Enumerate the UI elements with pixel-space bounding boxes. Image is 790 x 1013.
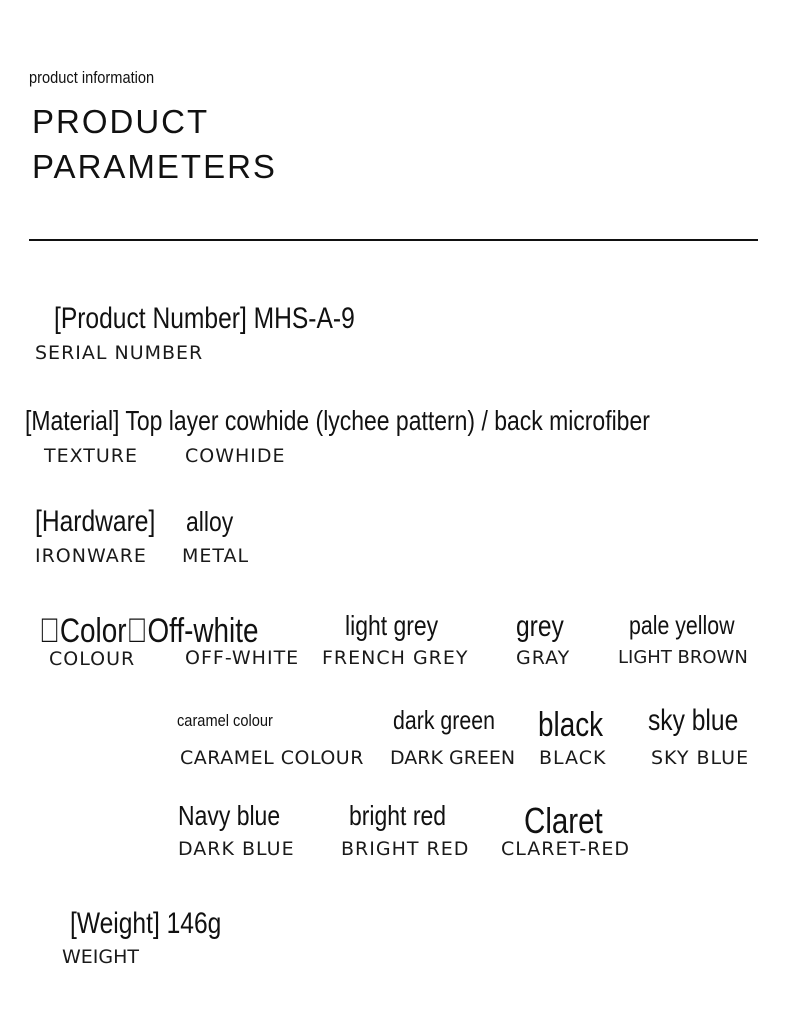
page-title-line-2: PARAMETERS (32, 148, 277, 185)
color-option-name: bright red (349, 800, 447, 831)
off-white-caption: OFF-WHITE (185, 647, 300, 669)
hardware-value: alloy (186, 506, 234, 537)
color-option-name: Claret (524, 800, 603, 841)
divider (29, 239, 758, 241)
color-option-caption: LIGHT BROWN (618, 647, 748, 668)
color-option-name: light grey (345, 610, 439, 641)
color-option-caption: DARK GREEN (390, 747, 516, 769)
color-option-caption: GRAY (516, 647, 571, 669)
color-option-caption: SKY BLUE (651, 747, 750, 769)
color-option-name: Navy blue (178, 800, 281, 831)
ironware-caption: IRONWARE (35, 545, 147, 567)
texture-caption: TEXTURE (44, 445, 139, 467)
color-option-name: pale yellow (629, 610, 735, 640)
material-label: [Material] Top layer cowhide (lychee pattern) / back microfiber (25, 405, 650, 436)
hardware-label: [Hardware] (35, 505, 156, 538)
page-title-line-1: PRODUCT (32, 103, 210, 140)
color-option-name: black (538, 706, 604, 744)
color-option-name: sky blue (648, 704, 739, 737)
serial-number-caption: SERIAL NUMBER (35, 342, 204, 364)
color-option-caption: DARK BLUE (178, 838, 295, 860)
color-option-name: grey (516, 610, 564, 643)
weight-label: [Weight] 146g (70, 907, 222, 940)
section-eyebrow: product information (29, 68, 155, 87)
cowhide-caption: COWHIDE (185, 445, 286, 467)
colour-caption: COLOUR (49, 648, 136, 670)
weight-caption: WEIGHT (62, 946, 140, 968)
color-option-caption: BLACK (539, 747, 607, 769)
color-option-caption: CLARET-RED (501, 838, 631, 860)
color-option-name: caramel colour (177, 711, 273, 730)
color-option-caption: CARAMEL COLOUR (180, 747, 364, 769)
color-option-name: dark green (393, 705, 495, 735)
color-option-caption: BRIGHT RED (341, 838, 470, 860)
metal-caption: METAL (182, 545, 250, 567)
color-label:  Color Off-white (39, 612, 259, 650)
color-option-caption: FRENCH GREY (322, 647, 469, 669)
product-number-label: [Product Number] MHS-A-9 (54, 302, 355, 335)
